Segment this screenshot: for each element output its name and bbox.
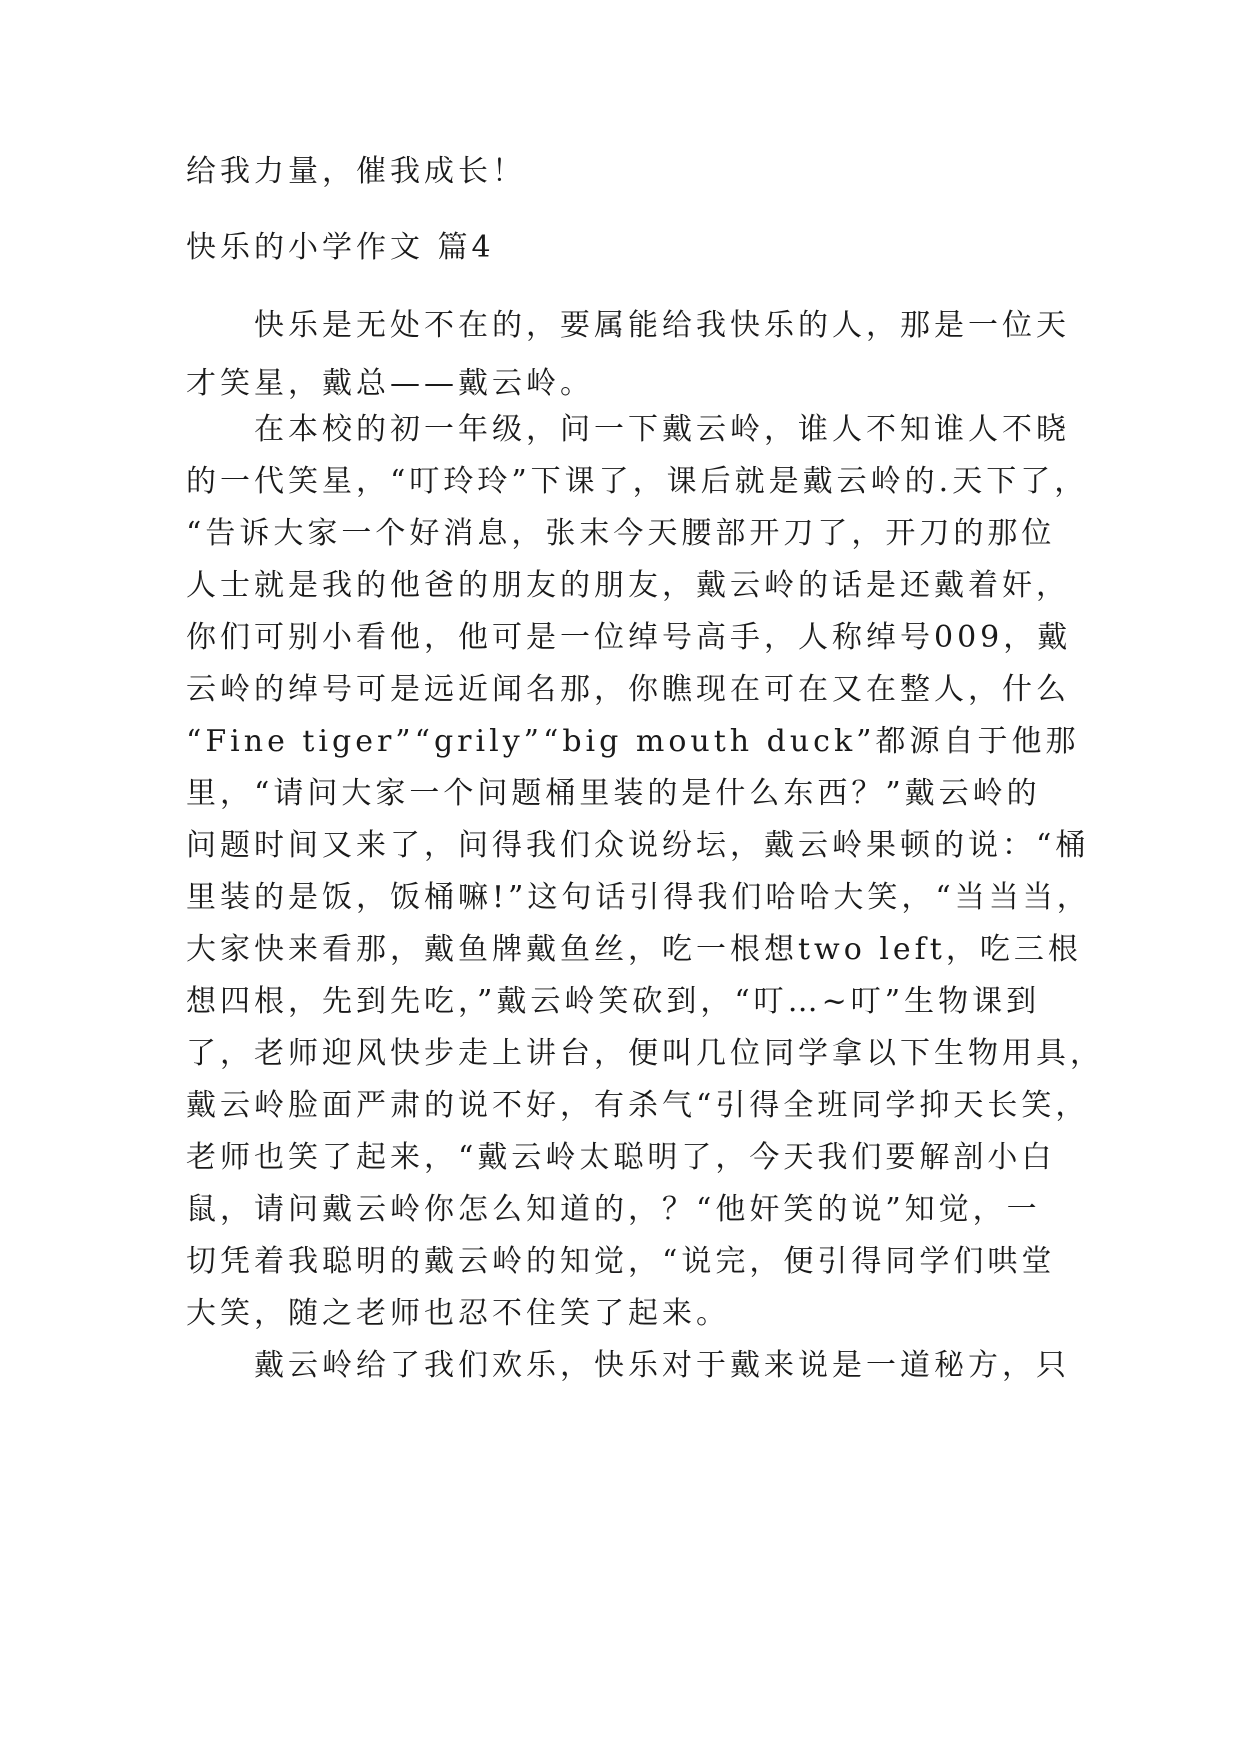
paragraph-line: 的一代笑星，“叮玲玲”下课了，课后就是戴云岭的.天下了， xyxy=(186,464,1089,499)
paragraph-line: 快乐是无处不在的，要属能给我快乐的人，那是一位天 xyxy=(254,308,1070,343)
paragraph-line: “告诉大家一个好消息，张末今天腰部开刀了，开刀的那位 xyxy=(186,516,1056,551)
section-title: 快乐的小学作文 篇4 xyxy=(186,230,495,265)
paragraph-line: 你们可别小看他，他可是一位绰号高手，人称绰号009，戴 xyxy=(186,620,1072,655)
paragraph-line: 人士就是我的他爸的朋友的朋友，戴云岭的话是还戴着奸， xyxy=(186,568,1070,603)
paragraph-line: 大家快来看那，戴鱼牌戴鱼丝，吃一根想two left，吃三根 xyxy=(186,932,1082,967)
paragraph-line: 戴云岭给了我们欢乐，快乐对于戴来说是一道秘方，只 xyxy=(254,1348,1070,1383)
paragraph-line: 切凭着我聪明的戴云岭的知觉，“说完，便引得同学们哄堂 xyxy=(186,1244,1056,1279)
paragraph-line: “Fine tiger”“grily”“big mouth duck”都源自于他那 xyxy=(186,724,1080,759)
paragraph-line: 鼠，请问戴云岭你怎么知道的，？“他奸笑的说”知觉，一 xyxy=(186,1192,1041,1227)
paragraph-line: 里，“请问大家一个问题桶里装的是什么东西？”戴云岭的 xyxy=(186,776,1041,811)
paragraph-line: 在本校的初一年级，问一下戴云岭，谁人不知谁人不晓 xyxy=(254,412,1070,447)
paragraph-line: 老师也笑了起来，“戴云岭太聪明了，今天我们要解剖小白 xyxy=(186,1140,1056,1175)
paragraph-line: 云岭的绰号可是远近闻名那，你瞧现在可在又在整人，什么 xyxy=(186,672,1070,707)
paragraph-line: 才笑星，戴总——戴云岭。 xyxy=(186,366,594,401)
paragraph-line: 大笑，随之老师也忍不住笑了起来。 xyxy=(186,1296,730,1331)
paragraph-line: 里装的是饭，饭桶嘛!”这句话引得我们哈哈大笑，“当当当， xyxy=(186,880,1091,915)
paragraph-line: 想四根，先到先吃，”戴云岭笑砍到，“叮…~叮”生物课到 xyxy=(186,984,1041,1019)
closing-line: 给我力量，催我成长！ xyxy=(186,154,526,189)
paragraph-line: 了，老师迎风快步走上讲台，便叫几位同学拿以下生物用具， xyxy=(186,1036,1104,1071)
paragraph-line: 问题时间又来了，问得我们众说纷坛，戴云岭果顿的说：“桶 xyxy=(186,828,1090,863)
paragraph-line: 戴云岭脸面严肃的说不好，有杀气“引得全班同学抑天长笑， xyxy=(186,1088,1090,1123)
